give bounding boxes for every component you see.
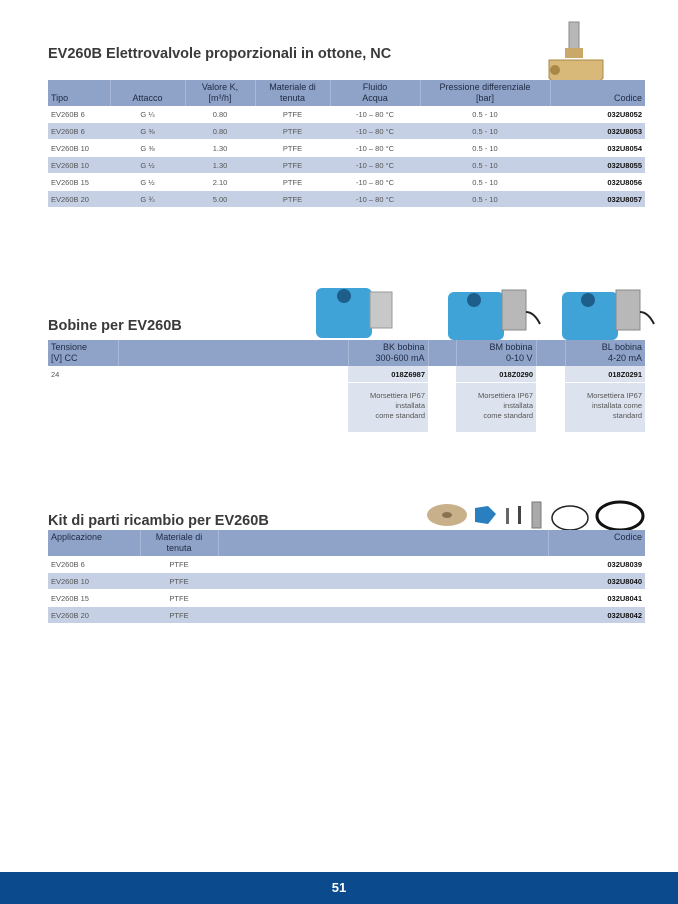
table-row — [48, 556, 645, 573]
valves-table — [48, 80, 645, 208]
table-cell: EV260B 10 — [48, 140, 110, 157]
page-number: 51 — [0, 872, 678, 904]
note-cell: Morsettiera IP67 installata come standard — [456, 383, 536, 433]
table-cell: 032U8053 — [550, 123, 645, 140]
table-cell: PTFE — [140, 573, 218, 590]
table-row — [48, 123, 645, 140]
table-cell: 2.10 — [185, 174, 255, 191]
table-cell: EV260B 6 — [48, 106, 110, 123]
voltage-cell: 24 — [48, 366, 118, 383]
table-cell: -10 – 80 °C — [330, 157, 420, 174]
table-cell: 0.5 - 10 — [420, 140, 550, 157]
header-applicazione: Applicazione — [48, 530, 140, 556]
table-cell: G ½ — [110, 157, 185, 174]
table-cell: -10 – 80 °C — [330, 123, 420, 140]
table-cell: 032U8039 — [548, 556, 645, 573]
table-cell: 032U8055 — [550, 157, 645, 174]
table-row — [48, 174, 645, 191]
header-codice: Codice — [548, 530, 645, 556]
bk-coil-image — [312, 282, 402, 340]
table-cell: -10 – 80 °C — [330, 191, 420, 208]
table-cell: 5.00 — [185, 191, 255, 208]
table-cell: 032U8057 — [550, 191, 645, 208]
note-cell: Morsettiera IP67 installata come standard — [348, 383, 428, 433]
header-bl: BL bobina 4-20 mA — [565, 340, 645, 366]
section2-title: Bobine per EV260B — [48, 318, 182, 334]
table-cell: PTFE — [255, 123, 330, 140]
table-row — [48, 157, 645, 174]
table-cell: EV260B 15 — [48, 590, 140, 607]
table-cell: -10 – 80 °C — [330, 174, 420, 191]
table-cell: 032U8052 — [550, 106, 645, 123]
bl-coil-image — [560, 286, 660, 342]
table-cell: 032U8040 — [548, 573, 645, 590]
table-cell: 032U8041 — [548, 590, 645, 607]
code-cell: 018Z0291 — [565, 366, 645, 383]
table-cell: EV260B 10 — [48, 157, 110, 174]
bm-coil-image — [446, 286, 546, 342]
table-row — [48, 366, 645, 383]
column-header: Pressione differenziale [bar] — [420, 80, 550, 106]
table-cell: PTFE — [255, 191, 330, 208]
table-row — [48, 140, 645, 157]
table-cell: 0.5 - 10 — [420, 157, 550, 174]
spare-parts-table — [48, 530, 645, 624]
header-bm: BM bobina 0-10 V — [456, 340, 536, 366]
column-header: Attacco — [110, 80, 185, 106]
table-cell: G ¾ — [110, 191, 185, 208]
code-cell: 018Z0290 — [456, 366, 536, 383]
table-cell: G ½ — [110, 174, 185, 191]
header-bk: BK bobina 300-600 mA — [348, 340, 428, 366]
table-cell: PTFE — [140, 590, 218, 607]
table-row — [48, 106, 645, 123]
table-cell: PTFE — [255, 140, 330, 157]
table-cell: 0.5 - 10 — [420, 174, 550, 191]
table-cell: -10 – 80 °C — [330, 106, 420, 123]
column-header: Valore K, [m³/h] — [185, 80, 255, 106]
table-cell: 0.5 - 10 — [420, 191, 550, 208]
table-cell: EV260B 6 — [48, 556, 140, 573]
section3-title: Kit di parti ricambio per EV260B — [48, 513, 269, 529]
header-materiale: Materiale di tenuta — [140, 530, 218, 556]
brass-valve-image — [543, 18, 609, 88]
table-row — [48, 191, 645, 208]
column-header: Tipo — [48, 80, 110, 106]
table-cell: 032U8054 — [550, 140, 645, 157]
table-cell: 0.5 - 10 — [420, 123, 550, 140]
spare-parts-image — [420, 498, 650, 532]
table-cell: 1.30 — [185, 157, 255, 174]
note-cell: Morsettiera IP67 installata come standard — [565, 383, 645, 433]
table-cell: EV260B 6 — [48, 123, 110, 140]
coils-table — [48, 340, 645, 433]
table-cell: EV260B 15 — [48, 174, 110, 191]
table-row — [48, 590, 645, 607]
table-cell: 0.80 — [185, 123, 255, 140]
table-cell: EV260B 10 — [48, 573, 140, 590]
table-cell: PTFE — [255, 157, 330, 174]
table-cell: EV260B 20 — [48, 191, 110, 208]
column-header: Fluido Acqua — [330, 80, 420, 106]
table-cell: PTFE — [140, 607, 218, 624]
table-cell: PTFE — [140, 556, 218, 573]
table-cell: 032U8042 — [548, 607, 645, 624]
table-cell: PTFE — [255, 174, 330, 191]
section1-title: EV260B Elettrovalvole proporzionali in ottone, NC — [48, 46, 392, 62]
table-cell: G ¼ — [110, 106, 185, 123]
table-row — [48, 607, 645, 624]
table-cell: 0.80 — [185, 106, 255, 123]
table-row — [48, 573, 645, 590]
column-header: Materiale di tenuta — [255, 80, 330, 106]
column-header: Codice — [550, 80, 645, 106]
code-cell: 018Z6987 — [348, 366, 428, 383]
table-cell: 0.5 - 10 — [420, 106, 550, 123]
header-tensione: Tensione [V] CC — [48, 340, 118, 366]
table-cell: G ⅜ — [110, 123, 185, 140]
table-cell: G ⅜ — [110, 140, 185, 157]
table-cell: 1.30 — [185, 140, 255, 157]
table-cell: PTFE — [255, 106, 330, 123]
notes-row — [48, 383, 645, 433]
table-cell: EV260B 20 — [48, 607, 140, 624]
table-cell: -10 – 80 °C — [330, 140, 420, 157]
table-cell: 032U8056 — [550, 174, 645, 191]
